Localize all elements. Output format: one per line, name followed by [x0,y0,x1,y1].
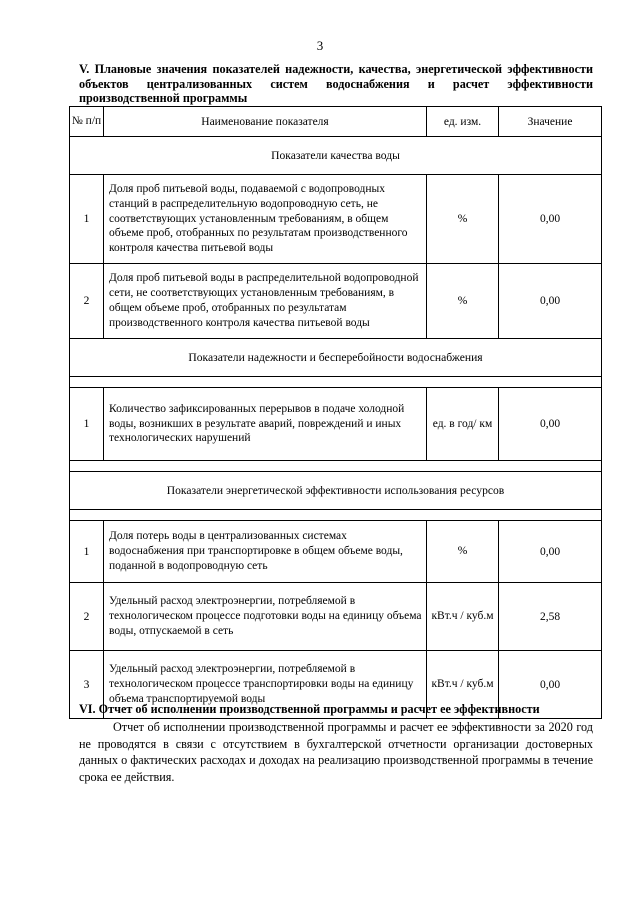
row-num: 2 [70,583,104,651]
table-row [70,388,602,461]
row-value: 0,00 [499,651,602,719]
group-title-row [70,137,602,175]
group-title-quality: Показатели качества воды [70,137,602,175]
header-unit: ед. изм. [427,107,499,137]
table-row [70,521,602,583]
section-6-heading: VI. Отчет об исполнении производственной программы и расчет ее эффективности [79,702,540,716]
row-num: 3 [70,651,104,719]
section-5-heading: V. Плановые значения показателей надежности, качества, энергетической эффективности объектов централизованных систем водоснабжения и расчет эффективности производственной программы [79,62,593,105]
row-value: 0,00 [499,521,602,583]
table-row [70,583,602,651]
row-name: Доля проб питьевой воды в распределительной водопроводной сети, не соответствующих установленным требованиям, в общем объеме проб, отобранных по результатам производственного контроля качества питьевой воды [104,264,427,339]
row-value: 0,00 [499,388,602,461]
row-num: 1 [70,521,104,583]
header-name: Наименование показателя [104,107,427,137]
section-6-paragraph: Отчет об исполнении производственной программы и расчет ее эффективности за 2020 год не проводятся в связи с отсутствием в бухгалтерской отчетности организации достоверных данных о фактических расходах и доходах на реализацию производственной программы в течение срока ее действия. [79,720,593,784]
row-value: 0,00 [499,264,602,339]
spacer-row [70,461,602,472]
row-unit: кВт.ч / куб.м [427,583,499,651]
header-value: Значение [499,107,602,137]
table-header-row [70,107,602,137]
row-name: Количество зафиксированных перерывов в подаче холодной воды, возникших в результате аварий, повреждений и иных технологических нарушений [104,388,427,461]
row-num: 1 [70,175,104,264]
page-number: 3 [316,38,324,53]
indicators-table [69,106,602,719]
spacer-row [70,377,602,388]
row-name: Доля проб питьевой воды, подаваемой с водопроводных станций в распределительную водопроводную сеть, не соответствующих установленным требованиям, в общем объеме проб, отобранных по результатам производственного контроля качества питьевой воды [104,175,427,264]
row-unit: % [427,521,499,583]
table-row [70,264,602,339]
row-name: Удельный расход электроэнергии, потребляемой в технологическом процессе транспортировки воды на единицу объема транспортируемой воды [104,651,427,719]
header-num: № п/п [70,107,104,137]
table-row [70,175,602,264]
row-name: Удельный расход электроэнергии, потребляемой в технологическом процессе подготовки воды на единицу объема воды, отпускаемой в сеть [104,583,427,651]
row-value: 2,58 [499,583,602,651]
row-name: Доля потерь воды в централизованных системах водоснабжения при транспортировке в общем объеме воды, поданной в водопроводную сеть [104,521,427,583]
row-unit: % [427,175,499,264]
group-title-reliability: Показатели надежности и бесперебойности водоснабжения [70,339,602,377]
row-unit: кВт.ч / куб.м [427,651,499,719]
group-title-row [70,472,602,510]
row-unit: ед. в год/ км [427,388,499,461]
spacer-row [70,510,602,521]
row-value: 0,00 [499,175,602,264]
row-unit: % [427,264,499,339]
group-title-row [70,339,602,377]
row-num: 2 [70,264,104,339]
group-title-energy: Показатели энергетической эффективности использования ресурсов [70,472,602,510]
row-num: 1 [70,388,104,461]
